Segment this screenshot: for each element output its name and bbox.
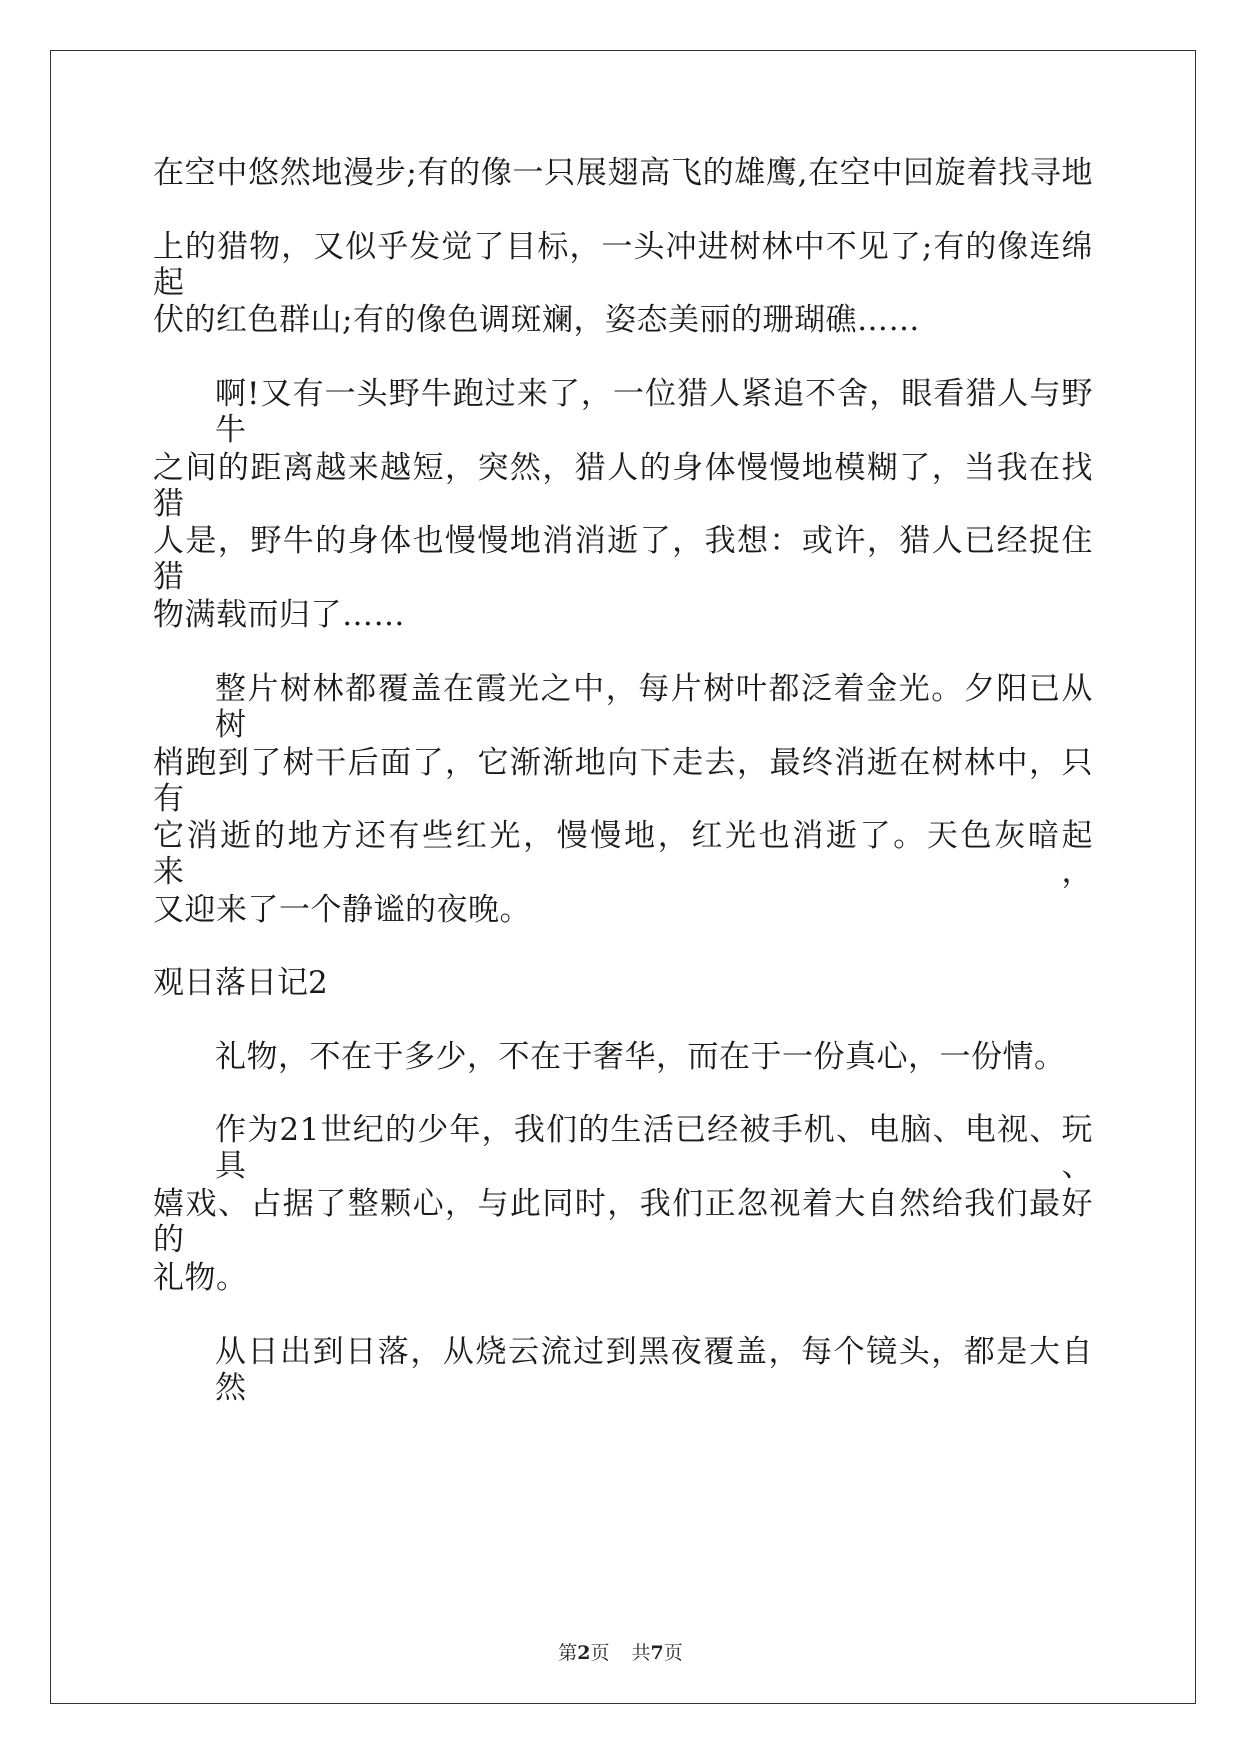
total-prefix: 共 xyxy=(631,1642,651,1664)
text-line: 梢跑到了树干后面了，它渐渐地向下走去，最终消逝在树林中，只有 xyxy=(153,745,1093,817)
text-line: 啊!又有一头野牛跑过来了，一位猎人紧追不舍，眼看猎人与野牛 xyxy=(215,376,1093,448)
text-line: 之间的距离越来越短，突然，猎人的身体慢慢地模糊了，当我在找猎 xyxy=(153,450,1093,522)
text-line: 嬉戏、占据了整颗心，与此同时，我们正忽视着大自然给我们最好的 xyxy=(153,1186,1093,1258)
section-title: 观日落日记2 xyxy=(153,965,328,1001)
text-line: 礼物，不在于多少，不在于奢华，而在于一份真心，一份情。 xyxy=(215,1039,1066,1075)
text-line: 又迎来了一个静谧的夜晚。 xyxy=(153,892,531,928)
text-line: 它消逝的地方还有些红光，慢慢地，红光也消逝了。天色灰暗起来， xyxy=(153,818,1093,890)
page-current: 2 xyxy=(577,1642,591,1664)
text-line: 上的猎物，又似乎发觉了目标，一头冲进树林中不见了;有的像连绵起 xyxy=(153,229,1093,301)
text-line: 在空中悠然地漫步;有的像一只展翅高飞的雄鹰,在空中回旋着找寻地 xyxy=(153,155,1093,191)
text-line: 作为21世纪的少年，我们的生活已经被手机、电脑、电视、玩具、 xyxy=(215,1112,1093,1184)
page-footer xyxy=(0,1638,1241,1665)
text-line: 礼物。 xyxy=(153,1260,248,1296)
total-suffix: 页 xyxy=(663,1642,683,1664)
text-line: 物满载而归了…… xyxy=(153,597,405,633)
text-line: 伏的红色群山;有的像色调斑斓，姿态美丽的珊瑚礁…… xyxy=(153,302,920,338)
text-line: 从日出到日落，从烧云流过到黑夜覆盖，每个镜头，都是大自然 xyxy=(215,1334,1093,1406)
text-line: 整片树林都覆盖在霞光之中，每片树叶都泛着金光。夕阳已从树 xyxy=(215,671,1093,743)
page-total: 7 xyxy=(650,1642,664,1664)
page-suffix: 页 xyxy=(590,1642,610,1664)
page-prefix: 第 xyxy=(558,1642,578,1664)
text-line: 人是，野牛的身体也慢慢地消消逝了，我想：或许，猎人已经捉住猎 xyxy=(153,523,1093,595)
